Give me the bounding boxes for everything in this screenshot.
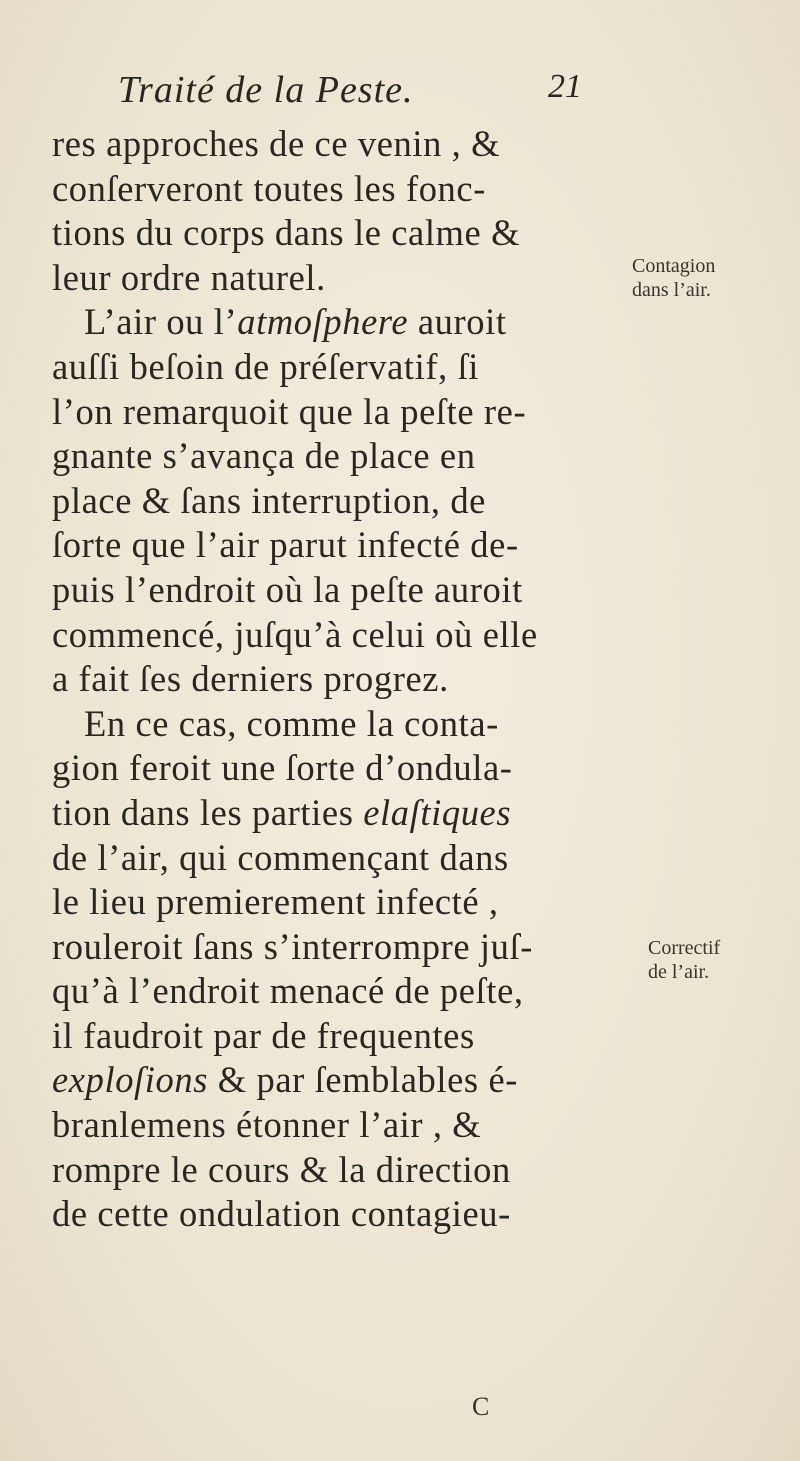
text-line: rompre le cours & la direction — [52, 1148, 511, 1190]
margin-note-correctif — [648, 936, 720, 984]
text-line: conſerveront toutes les fonc- — [52, 167, 486, 209]
margin-note-contagion — [632, 254, 715, 302]
signature-mark: C — [472, 1392, 490, 1421]
margin-note-line: Contagion — [632, 255, 716, 277]
text-run: auroit — [408, 301, 507, 343]
text-line: ſorte que l’air parut infecté de- — [52, 524, 519, 566]
page-number: 21 — [548, 68, 582, 105]
text-line — [52, 1058, 612, 1103]
text-run: tion dans les parties — [52, 791, 364, 833]
text-line: gion feroit une ſorte d’ondula- — [52, 747, 513, 789]
italic-term: atmoſphere — [237, 301, 409, 343]
text-line — [52, 791, 612, 836]
text-line: gnante s’avança de place en — [52, 435, 476, 477]
text-line: place & ſans interruption, de — [52, 479, 486, 521]
text-line: de l’air, qui commençant dans — [52, 836, 509, 878]
margin-note-line: Correctif — [648, 937, 721, 959]
text-line: rouleroit ſans s’interrompre juſ- — [52, 925, 533, 967]
text-line: l’on remarquoit que la peſte re- — [52, 390, 527, 432]
italic-term: exploſions — [52, 1059, 209, 1101]
text-line: auſſi beſoin de préſervatif, ſi — [52, 345, 480, 387]
page-header — [118, 68, 618, 118]
text-line: puis l’endroit où la peſte auroit — [52, 568, 523, 610]
text-line: a fait ſes derniers progrez. — [52, 658, 449, 700]
text-line — [52, 300, 612, 345]
text-run: L’air ou l’ — [84, 301, 238, 343]
margin-note-line: de l’air. — [648, 961, 710, 983]
text-line: En ce cas, comme la conta- — [84, 702, 499, 744]
text-run: & par ſemblables é- — [208, 1059, 519, 1101]
italic-term: elaſtiques — [363, 791, 512, 833]
text-line: commencé, juſqu’à celui où elle — [52, 613, 538, 655]
text-line: le lieu premierement infecté , — [52, 881, 499, 923]
text-line: il faudroit par de frequentes — [52, 1014, 475, 1056]
running-title: Traité de la Peste. — [118, 69, 414, 111]
margin-note-line: dans l’air. — [632, 279, 711, 301]
text-line: de cette ondulation contagieu- — [52, 1193, 511, 1235]
text-line: tions du corps dans le calme & — [52, 212, 521, 254]
text-line: branlemens étonner l’air , & — [52, 1104, 482, 1146]
body-text — [52, 122, 612, 1237]
text-line: leur ordre naturel. — [52, 256, 326, 298]
text-line: qu’à l’endroit menacé de peſte, — [52, 970, 524, 1012]
text-line: res approches de ce venin , & — [52, 123, 501, 164]
